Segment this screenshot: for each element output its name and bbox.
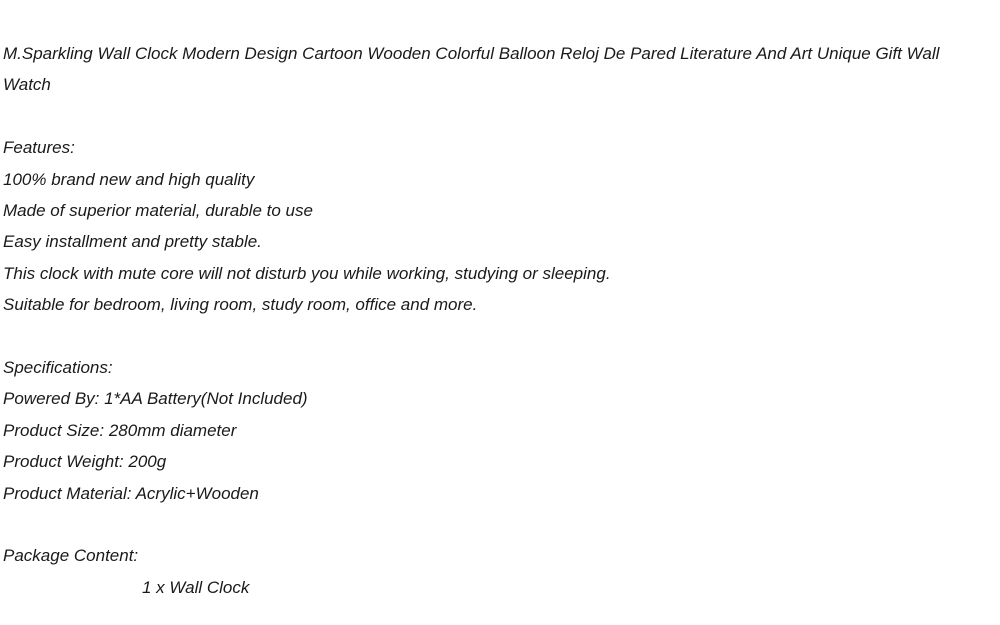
specification-item: Product Material: Acrylic+Wooden <box>3 483 259 503</box>
specification-item: Product Weight: 200g <box>3 452 167 472</box>
feature-item: This clock with mute core will not disturb you while working, studying or sleeping. <box>3 263 611 283</box>
feature-item: Easy installment and pretty stable. <box>3 232 262 252</box>
package-item: 1 x Wall Clock <box>142 577 250 597</box>
feature-item: Suitable for bedroom, living room, study room, office and more. <box>3 295 478 315</box>
feature-item: Made of superior material, durable to use <box>3 201 313 221</box>
features-heading: Features: <box>3 138 75 158</box>
product-title: M.Sparkling Wall Clock Modern Design Cartoon Wooden Colorful Balloon Reloj De Pared Literature And Art Unique Gift Wall Watch <box>3 44 940 95</box>
specification-item: Powered By: 1*AA Battery(Not Included) <box>3 389 308 409</box>
spacer <box>3 101 993 132</box>
specification-item: Product Size: 280mm diameter <box>3 420 237 440</box>
specifications-heading: Specifications: <box>3 358 113 378</box>
product-description <box>3 38 993 603</box>
spacer <box>3 509 993 540</box>
package-heading: Package Content: <box>3 546 139 566</box>
spacer <box>3 321 993 352</box>
feature-item: 100% brand new and high quality <box>3 169 255 189</box>
